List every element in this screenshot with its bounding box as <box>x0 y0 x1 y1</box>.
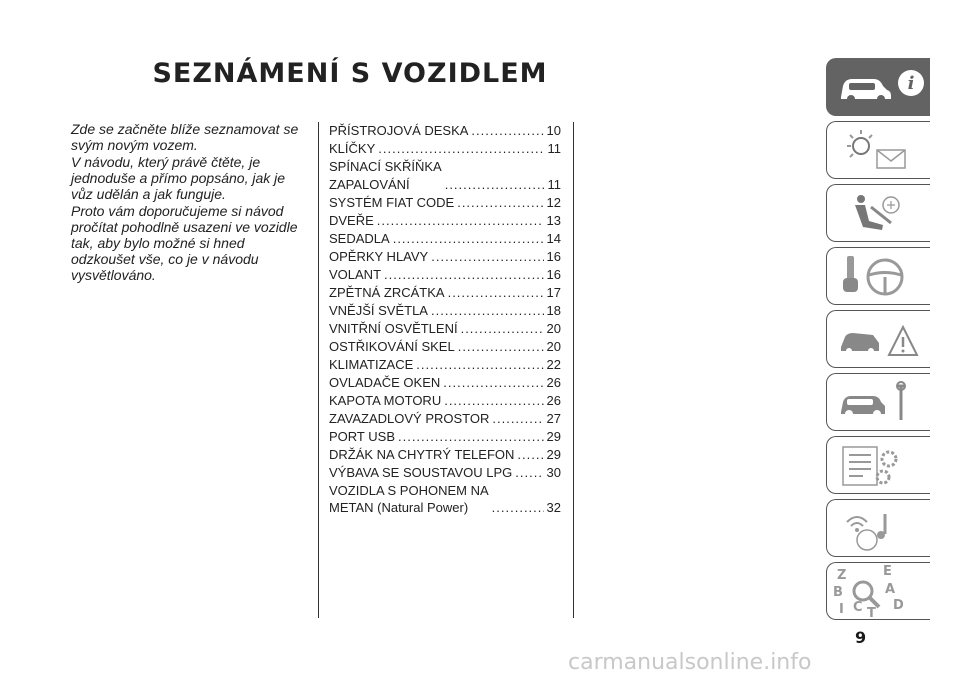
toc-label: KAPOTA MOTORU <box>329 392 442 408</box>
toc-entry[interactable] <box>329 284 561 302</box>
tab-starting[interactable] <box>826 247 930 305</box>
toc-label: OVLADAČE OKEN <box>329 374 441 390</box>
toc-label: SEDADLA <box>329 230 390 246</box>
toc-label: SYSTÉM FIAT CODE <box>329 194 455 210</box>
toc-page: 14 <box>546 230 561 246</box>
toc-page: 16 <box>546 266 561 282</box>
index-letter: T <box>867 606 876 621</box>
car-info-icon <box>827 59 931 117</box>
toc-entry[interactable] <box>329 338 561 356</box>
index-alphabet-search-icon <box>827 563 931 621</box>
tab-multimedia[interactable] <box>826 499 930 557</box>
toc-entry[interactable] <box>329 248 561 266</box>
toc-label: VÝBAVA SE SOUSTAVOU LPG <box>329 464 513 480</box>
column-divider <box>573 122 574 618</box>
tab-warning-lights[interactable] <box>826 121 930 179</box>
toc-entry[interactable] <box>329 212 561 230</box>
toc-page: 20 <box>546 320 561 336</box>
toc-label: ZAVAZADLOVÝ PROSTOR <box>329 410 490 426</box>
airbag-seat-icon <box>827 185 931 243</box>
specs-list-gear-icon <box>827 437 931 495</box>
toc-leader <box>458 338 544 356</box>
toc-label: VOZIDLA S POHONEM NA METAN (Natural Power) <box>329 482 489 515</box>
toc-leader <box>517 446 543 464</box>
index-letter: Z <box>837 568 847 583</box>
toc-leader <box>398 428 544 446</box>
toc-leader <box>448 284 544 302</box>
toc-entry[interactable] <box>329 464 561 482</box>
toc-page: 22 <box>546 356 561 372</box>
toc-entry[interactable] <box>329 122 561 140</box>
index-letter: D <box>893 598 904 613</box>
toc-leader <box>377 212 544 230</box>
toc-page: 29 <box>546 428 561 444</box>
toc-label: ZPĚTNÁ ZRCÁTKA <box>329 284 445 300</box>
toc-leader <box>393 230 544 248</box>
toc-page: 20 <box>546 338 561 354</box>
toc-label: DRŽÁK NA CHYTRÝ TELEFON <box>329 446 515 462</box>
tab-maintenance[interactable] <box>826 373 930 431</box>
tab-index[interactable] <box>826 562 930 620</box>
toc-label: VNITŘNÍ OSVĚTLENÍ <box>329 320 458 336</box>
tab-safety[interactable] <box>826 184 930 242</box>
toc-entry[interactable] <box>329 356 561 374</box>
car-emergency-icon <box>827 311 931 369</box>
toc-page: 11 <box>547 141 561 156</box>
toc-leader <box>471 122 543 140</box>
watermark: carmanualsonline.info <box>568 650 812 675</box>
toc-leader <box>431 302 544 320</box>
toc-page: 10 <box>546 123 561 138</box>
warning-lights-mail-icon <box>827 122 931 180</box>
toc-page: 30 <box>546 464 561 480</box>
column-divider <box>318 122 319 618</box>
index-letter: E <box>883 564 892 579</box>
toc-leader <box>457 194 543 212</box>
intro-paragraph: Proto vám doporučujeme si návod pročítat pohodlně usazeni ve vozidle tak, aby bylo možné si hned odzkoušet vše, co je v návodu vysvětlováno. <box>71 203 298 283</box>
intro-paragraph: Zde se začněte blíže seznamovat se svým novým vozem. <box>71 121 299 153</box>
toc-page: 26 <box>546 392 561 408</box>
intro-paragraph: V návodu, který právě čtěte, je jednoduše a přímo popsáno, jak je vůz udělán a jak funguje. <box>71 154 286 202</box>
toc-page: 16 <box>546 248 561 264</box>
toc-leader <box>445 176 544 194</box>
toc-page: 13 <box>546 212 561 228</box>
toc-page: 26 <box>546 374 561 390</box>
toc-label: VNĚJŠÍ SVĚTLA <box>329 302 428 318</box>
toc-entry[interactable] <box>329 392 561 410</box>
index-letter: B <box>833 585 843 600</box>
toc-leader <box>515 464 543 482</box>
toc-label: KLÍČKY <box>329 141 376 156</box>
intro-text <box>71 121 307 284</box>
toc-label: PŘÍSTROJOVÁ DESKA <box>329 123 469 138</box>
toc-label: DVEŘE <box>329 212 374 228</box>
key-steering-wheel-icon <box>827 248 931 306</box>
toc-entry[interactable] <box>329 320 561 338</box>
toc-label: OPĚRKY HLAVY <box>329 248 429 264</box>
toc-label: OSTŘIKOVÁNÍ SKEL <box>329 338 455 354</box>
toc-page: 11 <box>547 176 561 192</box>
tab-emergency[interactable] <box>826 310 930 368</box>
toc-page: 29 <box>546 446 561 462</box>
toc-label: SPÍNACÍ SKŘÍŇKA ZAPALOVÁNÍ <box>329 159 442 192</box>
toc-leader <box>378 140 544 158</box>
toc-entry[interactable] <box>329 410 561 428</box>
toc-page: 12 <box>546 194 561 210</box>
toc-page: 27 <box>546 410 561 426</box>
page-title: SEZNÁMENÍ S VOZIDLEM <box>152 58 548 89</box>
toc-entry[interactable] <box>329 374 561 392</box>
table-of-contents <box>329 122 561 517</box>
index-letter: I <box>839 602 844 617</box>
car-maintenance-tools-icon <box>827 374 931 432</box>
toc-entry[interactable] <box>329 194 561 212</box>
tab-technical-data[interactable] <box>826 436 930 494</box>
toc-leader <box>416 356 543 374</box>
toc-entry[interactable] <box>329 158 561 193</box>
page-number: 9 <box>855 628 867 647</box>
toc-entry[interactable] <box>329 428 561 446</box>
toc-page: 18 <box>546 302 561 318</box>
toc-leader <box>492 410 543 428</box>
toc-page: 32 <box>546 500 561 515</box>
toc-label: VOLANT <box>329 266 382 282</box>
toc-leader <box>443 374 543 392</box>
toc-entry[interactable] <box>329 302 561 320</box>
toc-page: 17 <box>546 284 561 300</box>
toc-label: PORT USB <box>329 428 395 444</box>
toc-entry[interactable] <box>329 230 561 248</box>
tab-car-info[interactable] <box>826 58 930 116</box>
toc-leader <box>384 266 544 284</box>
multimedia-music-icon <box>827 500 931 558</box>
toc-leader <box>461 320 544 338</box>
toc-leader <box>492 499 544 517</box>
toc-entry[interactable] <box>329 140 561 158</box>
toc-entry[interactable] <box>329 266 561 284</box>
svg-text:i: i <box>907 73 915 94</box>
toc-entry[interactable] <box>329 446 561 464</box>
toc-leader <box>431 248 543 266</box>
index-letter: A <box>885 582 896 597</box>
toc-entry[interactable] <box>329 482 561 517</box>
chapter-tabs <box>826 58 930 625</box>
toc-leader <box>444 392 543 410</box>
index-letter: C <box>853 600 863 615</box>
toc-label: KLIMATIZACE <box>329 356 414 372</box>
